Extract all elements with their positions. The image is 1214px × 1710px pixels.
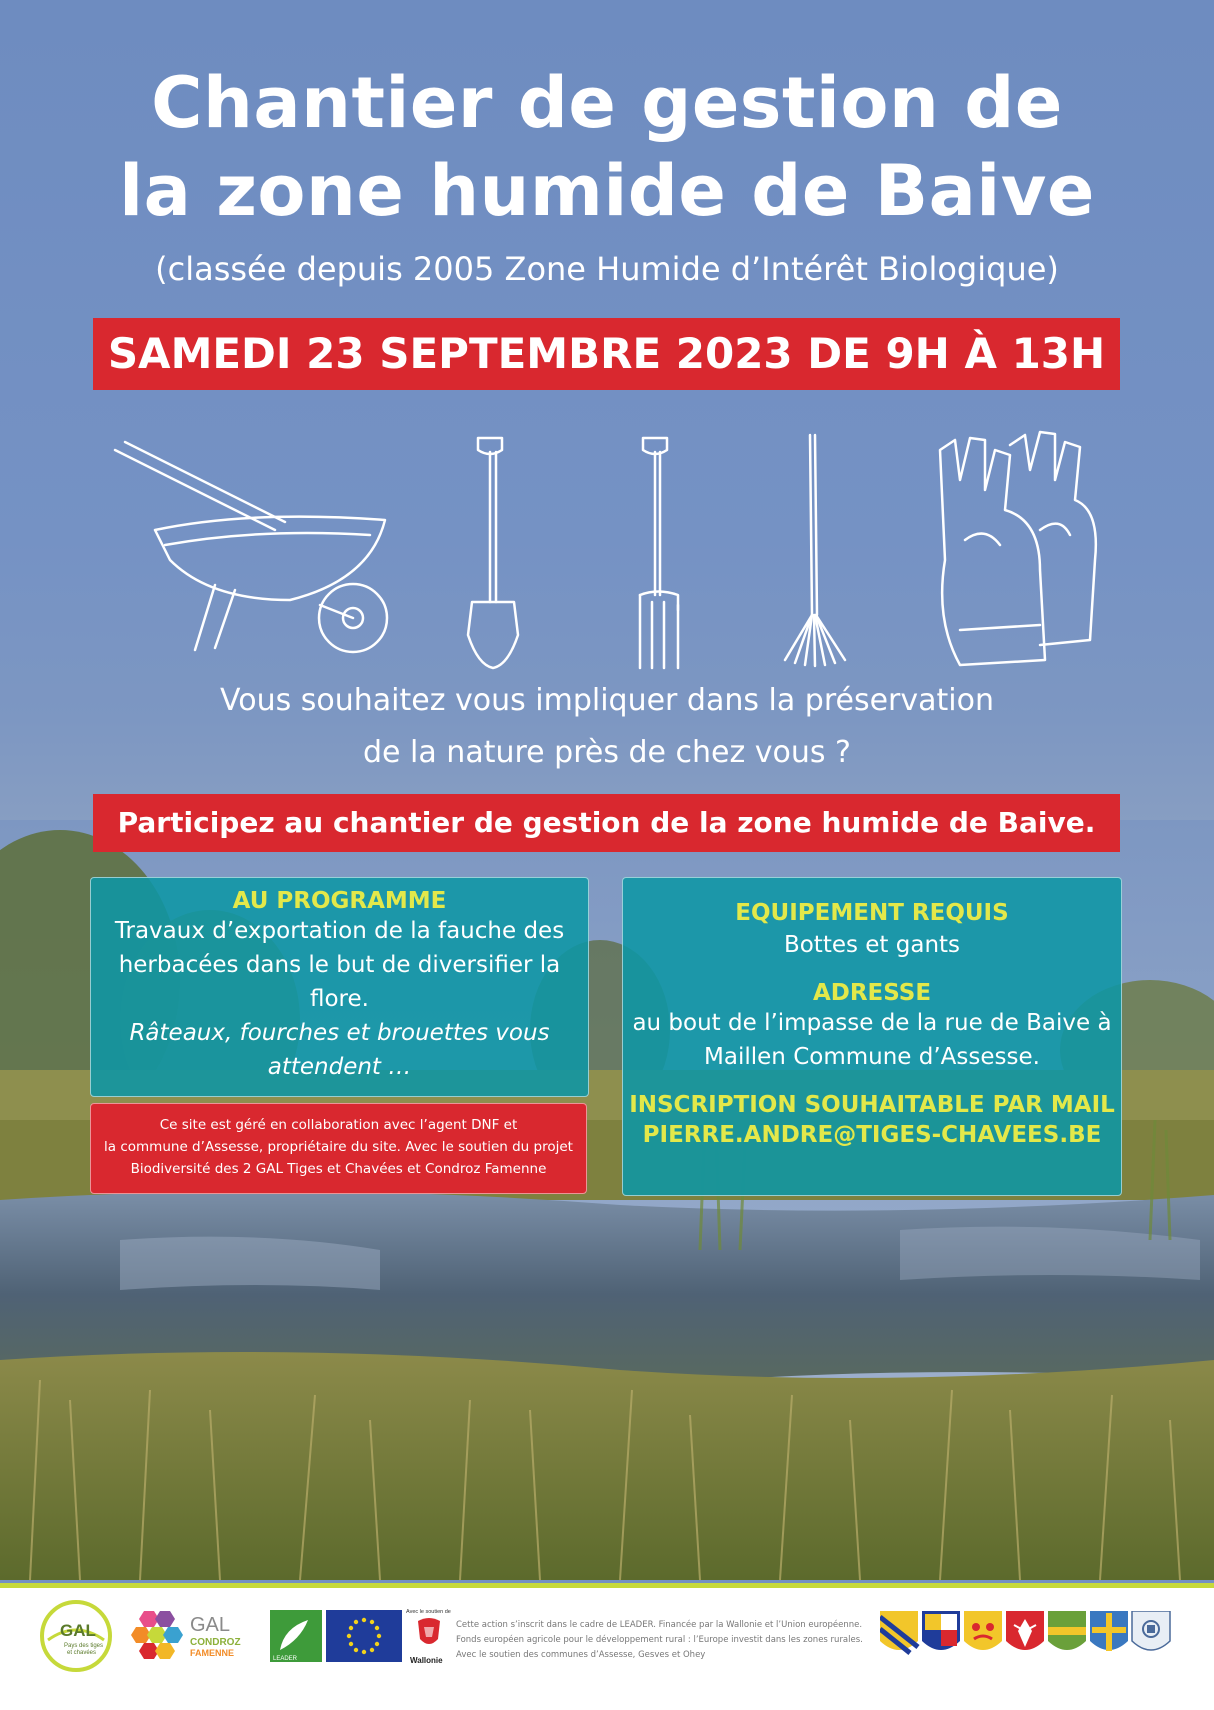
- equipment-text: Bottes et gants: [783, 932, 961, 958]
- coats-of-arms: [880, 1611, 1180, 1667]
- svg-text:Avec le soutien de: Avec le soutien de: [406, 1609, 451, 1615]
- credit-line-1: Ce site est géré en collaboration avec l’agent DNF et: [159, 1117, 518, 1133]
- equipment-box: [622, 877, 1122, 1196]
- page-subtitle: (classée depuis 2005 Zone Humide d’Intérêt Biologique): [155, 250, 1059, 288]
- svg-text:et chavées: et chavées: [67, 1650, 97, 1656]
- footer: [0, 1583, 1214, 1710]
- tools-illustration: [0, 420, 1214, 670]
- leader-text-line-2: Fonds européen agricole pour le développement rural : l’Europe investit dans les zones rurales.: [456, 1635, 863, 1645]
- address-line-2: Maillen Commune d’Assesse.: [704, 1044, 1040, 1070]
- gloves-icon: [940, 432, 1096, 665]
- svg-text:Pays des tiges: Pays des tiges: [64, 1643, 104, 1649]
- coat-of-arms-6-icon: [1090, 1611, 1128, 1651]
- coat-of-arms-3-icon: [964, 1611, 1002, 1650]
- leader-text-line-1: Cette action s’inscrit dans le cadre de LEADER. Financée par la Wallonie et l’Union européenne.: [456, 1620, 863, 1630]
- equipment-heading: EQUIPEMENT REQUIS: [735, 900, 1009, 926]
- footer-divider: [0, 1583, 1214, 1588]
- svg-text:LEADER: LEADER: [273, 1656, 298, 1662]
- coat-of-arms-5-icon: [1048, 1611, 1086, 1650]
- page-title-line-1: Chantier de gestion de: [151, 62, 1063, 144]
- leader-funding-text: [456, 1618, 876, 1663]
- leader-logo: [270, 1610, 322, 1662]
- credit-box: [90, 1103, 587, 1194]
- address-line-1: au bout de l’impasse de la rue de Baive à: [632, 1010, 1112, 1036]
- programme-line-1: Travaux d’exportation de la fauche des: [114, 918, 565, 944]
- svg-text:GAL: GAL: [60, 1621, 96, 1640]
- address-heading: ADRESSE: [812, 980, 932, 1006]
- question-line-1: Vous souhaitez vous impliquer dans la préservation: [220, 683, 994, 718]
- svg-text:GAL: GAL: [190, 1614, 231, 1636]
- svg-text:CONDROZ: CONDROZ: [190, 1637, 241, 1648]
- gal-tiges-chavees-logo: [40, 1600, 112, 1672]
- page-title-line-2: la zone humide de Baive: [119, 150, 1095, 232]
- spade-icon: [468, 438, 518, 668]
- rake-icon: [785, 435, 845, 666]
- svg-text:FAMENNE: FAMENNE: [190, 1648, 235, 1658]
- wallonie-logo: [404, 1605, 454, 1669]
- signup-heading: INSCRIPTION SOUHAITABLE PAR MAIL: [629, 1092, 1115, 1118]
- programme-italic-line-2: attendent …: [267, 1054, 412, 1080]
- call-to-action-banner: Participez au chantier de gestion de la zone humide de Baive.: [93, 794, 1120, 852]
- coat-of-arms-4-icon: [1006, 1611, 1044, 1650]
- programme-box: [90, 877, 589, 1097]
- coat-of-arms-1-icon: [880, 1611, 918, 1653]
- wheelbarrow-icon: [115, 442, 387, 652]
- leader-text-line-3: Avec le soutien des communes d’Assesse, Gesves et Ohey: [456, 1650, 706, 1660]
- coat-of-arms-2-icon: [922, 1611, 960, 1650]
- gal-condroz-famenne-logo: [130, 1605, 255, 1667]
- credit-line-2: la commune d’Assesse, propriétaire du site. Avec le soutien du projet: [104, 1139, 573, 1155]
- date-banner: SAMEDI 23 SEPTEMBRE 2023 DE 9H À 13H: [93, 318, 1120, 390]
- contact-email[interactable]: PIERRE.ANDRE@TIGES-CHAVEES.BE: [642, 1122, 1102, 1148]
- eu-flag-icon: [326, 1610, 402, 1662]
- credit-line-3: Biodiversité des 2 GAL Tiges et Chavées et Condroz Famenne: [130, 1161, 547, 1177]
- programme-line-3: flore.: [310, 986, 369, 1012]
- coat-of-arms-7-icon: [1132, 1611, 1170, 1650]
- pitchfork-icon: [640, 438, 678, 668]
- question-line-2: de la nature près de chez vous ?: [363, 735, 851, 770]
- programme-heading: AU PROGRAMME: [232, 888, 447, 914]
- programme-line-2: herbacées dans le but de diversifier la: [118, 952, 561, 978]
- programme-italic-line-1: Râteaux, fourches et brouettes vous: [129, 1020, 550, 1046]
- svg-text:Wallonie: Wallonie: [410, 1656, 443, 1665]
